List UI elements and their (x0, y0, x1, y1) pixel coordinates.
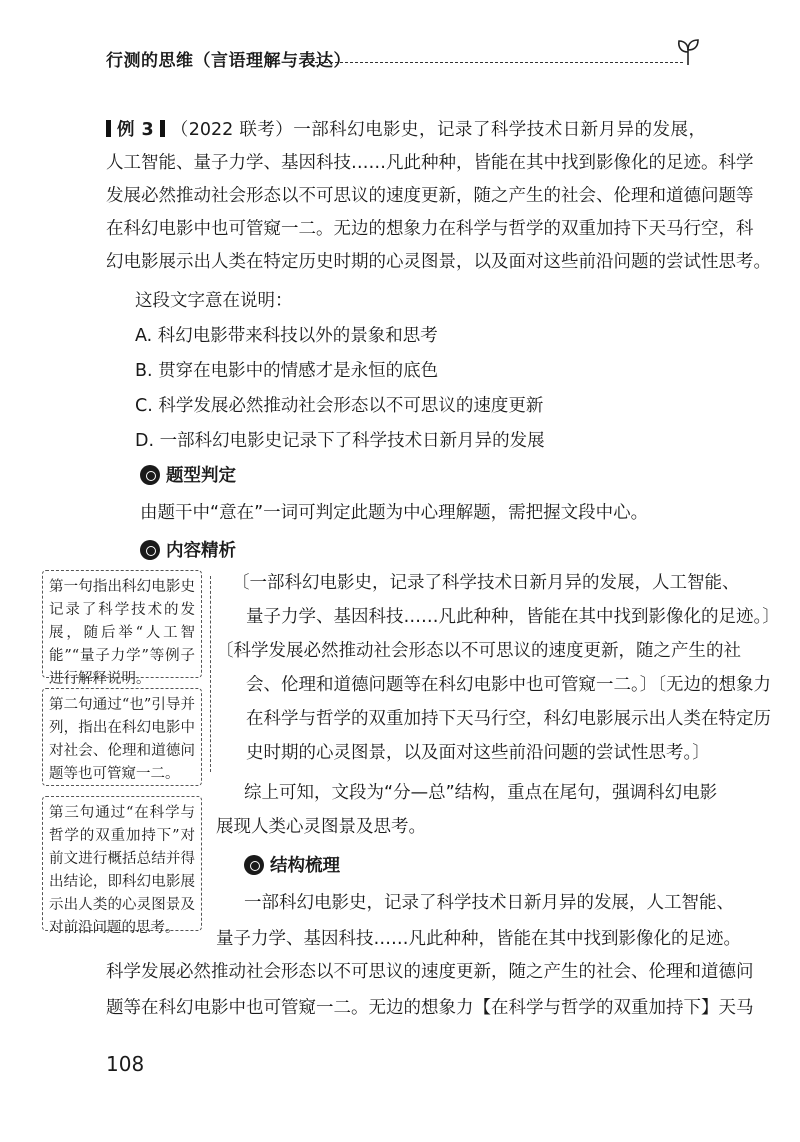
example-source: （2022 联考） (170, 120, 294, 140)
section-content-title: 内容精析 (166, 541, 236, 561)
bracket-line: 量子力学、基因科技……凡此种种，皆能在其中找到影像化的足迹。〕 (246, 607, 780, 627)
option-d: D. 一部科幻电影史记录下了科学技术日新月异的发展 (135, 431, 545, 451)
section-content-icon (140, 540, 160, 560)
sprout-icon (676, 38, 700, 66)
option-c: C. 科学发展必然推动社会形态以不可思议的速度更新 (135, 396, 544, 416)
analysis-note-2: 第二句通过“也”引导并列，指出在科幻电影中对社会、伦理和道德问题等也可管窥一二。 (42, 688, 202, 786)
summary-line: 综上可知，文段为“分—总”结构，重点在尾句，强调科幻电影 (244, 783, 718, 803)
note-connector-line (210, 576, 211, 772)
structure-line: 一部科幻电影史，记录了科学技术日新月异的发展，人工智能、 (244, 893, 734, 913)
section-structure-title: 结构梳理 (270, 856, 340, 876)
running-header-title: 行测的思维（言语理解与表达） (106, 51, 351, 71)
passage-line: 人工智能、量子力学、基因科技……凡此种种，皆能在其中找到影像化的足迹。科学 (106, 153, 754, 173)
section-type-title: 题型判定 (166, 466, 236, 486)
passage-line: 在科幻电影中也可管窥一二。无边的想象力在科学与哲学的双重加持下天马行空，科 (106, 219, 754, 239)
section-heading-structure (244, 852, 340, 877)
section-type-text: 由题干中“意在”一词可判定此题为中心理解题，需把握文段中心。 (140, 503, 649, 523)
bracket-line: 〔科学发展必然推动社会形态以不可思议的速度更新，随之产生的社 (216, 641, 741, 661)
bracket-line: 〔一部科幻电影史，记录了科学技术日新月异的发展，人工智能、 (232, 573, 740, 593)
summary-line: 展现人类心灵图景及思考。 (216, 817, 426, 837)
structure-line: 科学发展必然推动社会形态以不可思议的速度更新，随之产生的社会、伦理和道德问 (106, 962, 754, 982)
bracket-line: 会、伦理和道德问题等在科幻电影中也可管窥一二。〕〔无边的想象力 (246, 675, 771, 695)
example-line-1 (106, 114, 706, 147)
question-stem: 这段文字意在说明： (135, 291, 293, 311)
bracket-line: 在科学与哲学的双重加持下天马行空，科幻电影展示出人类在特定历 (246, 709, 771, 729)
section-type-icon (140, 465, 160, 485)
example-label: 例 3 (117, 120, 154, 140)
section-structure-icon (244, 855, 264, 875)
passage-line: 一部科幻电影史，记录了科学技术日新月异的发展， (293, 120, 706, 140)
bracket-line: 史时期的心灵图景，以及面对这些前沿问题的尝试性思考。〕 (246, 743, 710, 763)
header-divider (305, 62, 683, 63)
passage-line: 发展必然推动社会形态以不可思议的速度更新，随之产生的社会、伦理和道德问题等 (106, 186, 754, 206)
page-number: 108 (106, 1052, 145, 1076)
analysis-note-3: 第三句通过“在科学与哲学的双重加持下”对前文进行概括总结并得出结论，即科幻电影展示出人类的心灵图景及对前沿问题的思考。 (42, 796, 202, 931)
option-b: B. 贯穿在电影中的情感才是永恒的底色 (135, 361, 439, 381)
label-bar-right (160, 120, 165, 137)
passage-line: 幻电影展示出人类在特定历史时期的心灵图景，以及面对这些前沿问题的尝试性思考。 (106, 252, 771, 272)
label-bar-left (106, 120, 111, 137)
section-heading-type (140, 462, 236, 487)
structure-line: 题等在科幻电影中也可管窥一二。无边的想象力【在科学与哲学的双重加持下】天马 (106, 998, 754, 1018)
structure-line: 量子力学、基因科技……凡此种种，皆能在其中找到影像化的足迹。 (216, 929, 741, 949)
section-heading-content (140, 537, 236, 562)
option-a: A. 科幻电影带来科技以外的景象和思考 (135, 326, 438, 346)
analysis-note-1: 第一句指出科幻电影史记录了科学技术的发展，随后举“人工智能”“量子力学”等例子进行解释说明。 (42, 570, 202, 678)
